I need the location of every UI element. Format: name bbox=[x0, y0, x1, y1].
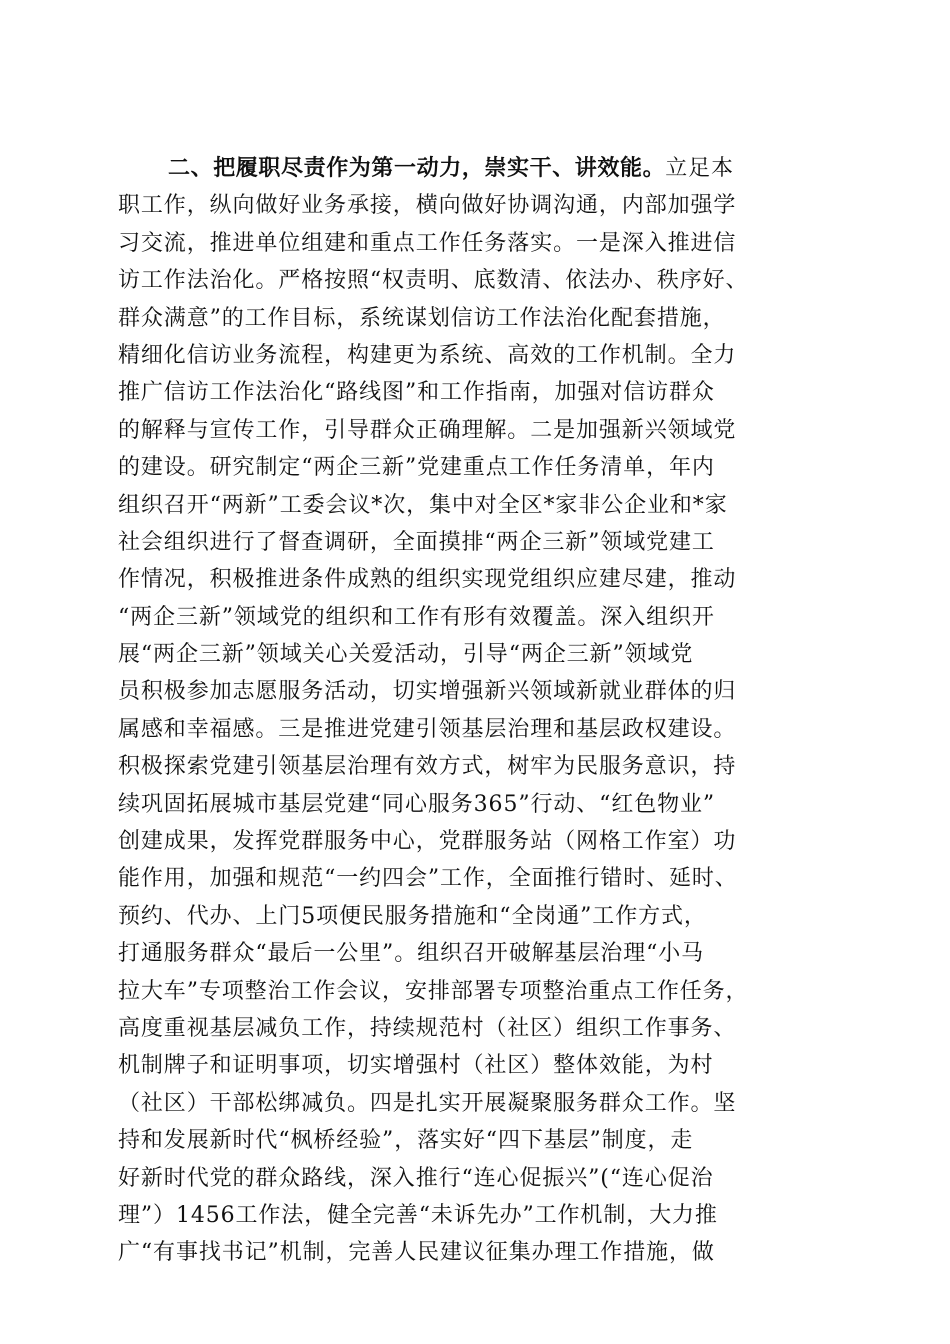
body-text-line: 属感和幸福感。三是推进党建引领基层治理和基层政权建设。 bbox=[118, 716, 737, 742]
body-paragraph bbox=[118, 150, 838, 1272]
body-text-line: 预约、代办、上门5项便民服务措施和“全岗通”工作方式， bbox=[118, 903, 707, 929]
body-text-line: 广“有事找书记”机制，完善人民建议征集办理工作措施，做 bbox=[118, 1240, 715, 1266]
section-heading: 二、把履职尽责作为第一动力，崇实干、讲效能。 bbox=[168, 156, 666, 181]
body-text-line: 好新时代党的群众路线，深入推行“连心促振兴”(“连心促治 bbox=[118, 1165, 714, 1191]
body-text-line: 展“两企三新”领域关心关爱活动，引导“两企三新”领域党 bbox=[118, 642, 694, 668]
body-text-line: 精细化信访业务流程，构建更为系统、高效的工作机制。全力 bbox=[118, 342, 737, 368]
body-text-line: 持和发展新时代“枫桥经验”，落实好“四下基层”制度，走 bbox=[118, 1128, 694, 1154]
body-text-line: 高度重视基层减负工作，持续规范村（社区）组织工作事务、 bbox=[118, 1015, 737, 1041]
body-text-line: 机制牌子和证明事项，切实增强村（社区）整体效能，为村 bbox=[118, 1053, 714, 1079]
body-text-line: 作情况，积极推进条件成熟的组织实现党组织应建尽建，推动 bbox=[118, 567, 737, 593]
body-text-line: 群众满意”的工作目标，系统谋划信访工作法治化配套措施， bbox=[118, 305, 726, 331]
body-text-line: 打通服务群众“最后一公里”。组织召开破解基层治理“小马 bbox=[118, 941, 705, 967]
body-text-line: 续巩固拓展城市基层党建“同心服务365”行动、“红色物业” bbox=[118, 791, 716, 817]
body-text-line: 习交流，推进单位组建和重点工作任务落实。一是深入推进信 bbox=[118, 230, 737, 256]
body-text-line: 积极探索党建引领基层治理有效方式，树牢为民服务意识，持 bbox=[118, 754, 737, 780]
body-text-line: 的建设。研究制定“两企三新”党建重点工作任务清单，年内 bbox=[118, 455, 715, 481]
body-text-line: 推广信访工作法治化“路线图”和工作指南，加强对信访群众 bbox=[118, 380, 715, 406]
body-text-line: （社区）干部松绑减负。四是扎实开展凝聚服务群众工作。坚 bbox=[118, 1090, 737, 1116]
body-text-line: “两企三新”领域党的组织和工作有形有效覆盖。深入组织开 bbox=[118, 604, 715, 630]
body-text-line: 的解释与宣传工作，引导群众正确理解。二是加强新兴领域党 bbox=[118, 417, 737, 443]
body-text-line: 组织召开“两新”工委会议*次，集中对全区*家非公企业和*家 bbox=[118, 492, 728, 518]
body-text-line: 访工作法治化。严格按照“权责明、底数清、依法办、秩序好、 bbox=[118, 268, 749, 294]
body-text-line: 社会组织进行了督查调研，全面摸排“两企三新”领域党建工 bbox=[118, 529, 715, 555]
body-text-line: 创建成果，发挥党群服务中心，党群服务站（网格工作室）功 bbox=[118, 829, 737, 855]
body-text-line: 立足本 bbox=[665, 156, 734, 181]
body-text-line: 理”）1456工作法，健全完善“未诉先办”工作机制，大力推 bbox=[118, 1202, 718, 1228]
body-text-line: 员积极参加志愿服务活动，切实增强新兴领域新就业群体的归 bbox=[118, 679, 737, 705]
paragraph-first-line bbox=[118, 150, 838, 187]
body-text-line: 职工作，纵向做好业务承接，横向做好协调沟通，内部加强学 bbox=[118, 193, 737, 219]
body-text-line: 拉大车”专项整治工作会议，安排部署专项整治重点工作任务， bbox=[118, 978, 749, 1004]
body-text-line: 能作用，加强和规范“一约四会”工作，全面推行错时、延时、 bbox=[118, 866, 738, 892]
